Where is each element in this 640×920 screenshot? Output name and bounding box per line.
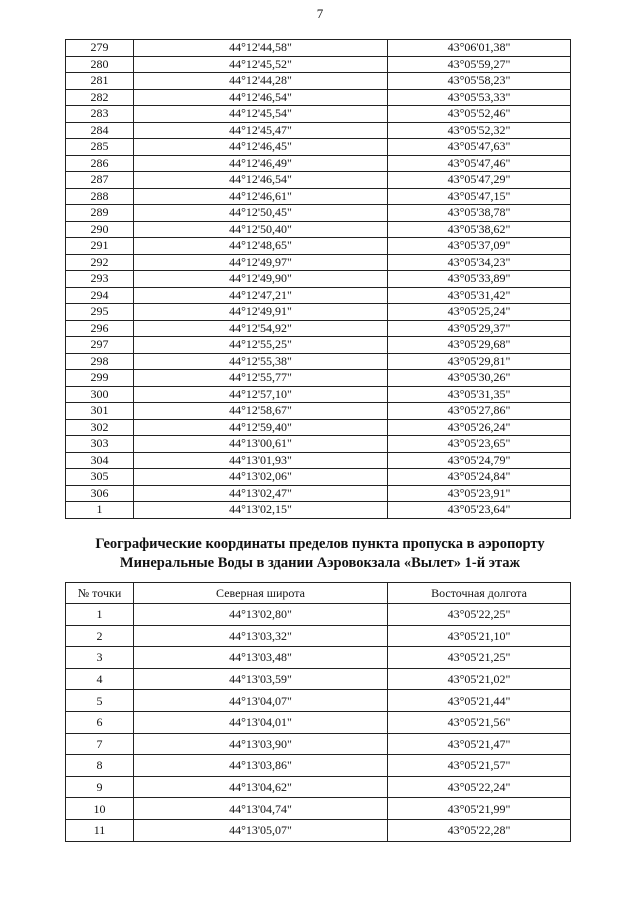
point-number-cell: 284 [66,122,134,139]
longitude-cell: 43°05'31,35" [388,386,571,403]
longitude-cell: 43°05'47,63" [388,139,571,156]
point-number-cell: 285 [66,139,134,156]
point-number-cell: 1 [66,502,134,519]
latitude-cell: 44°12'46,61" [134,188,388,205]
longitude-cell: 43°05'21,10" [388,625,571,647]
point-number-cell: 290 [66,221,134,238]
longitude-cell: 43°05'25,24" [388,304,571,321]
point-number-cell: 294 [66,287,134,304]
latitude-cell: 44°13'04,07" [134,690,388,712]
point-number-cell: 299 [66,370,134,387]
latitude-cell: 44°13'02,80" [134,604,388,626]
latitude-cell: 44°13'03,86" [134,755,388,777]
table-row [66,238,571,255]
table-row [66,254,571,271]
latitude-cell: 44°13'03,48" [134,647,388,669]
table-row [66,647,571,669]
longitude-cell: 43°05'52,46" [388,106,571,123]
departure-terminal-coordinates-table [65,582,571,842]
table-row [66,353,571,370]
latitude-cell: 44°12'57,10" [134,386,388,403]
point-number-cell: 7 [66,733,134,755]
latitude-cell: 44°12'55,77" [134,370,388,387]
table-row [66,271,571,288]
longitude-cell: 43°05'21,99" [388,798,571,820]
point-number-cell: 292 [66,254,134,271]
point-number-cell: 6 [66,711,134,733]
longitude-cell: 43°05'59,27" [388,56,571,73]
longitude-cell: 43°05'53,33" [388,89,571,106]
header-point-number: № точки [66,583,134,604]
latitude-cell: 44°12'54,92" [134,320,388,337]
longitude-cell: 43°05'33,89" [388,271,571,288]
point-number-cell: 9 [66,776,134,798]
latitude-cell: 44°12'45,54" [134,106,388,123]
latitude-cell: 44°12'49,97" [134,254,388,271]
table-row [66,625,571,647]
table-row [66,304,571,321]
point-number-cell: 3 [66,647,134,669]
point-number-cell: 279 [66,40,134,57]
latitude-cell: 44°12'58,67" [134,403,388,420]
point-number-cell: 305 [66,469,134,486]
point-number-cell: 301 [66,403,134,420]
latitude-cell: 44°12'59,40" [134,419,388,436]
longitude-cell: 43°05'38,62" [388,221,571,238]
section-heading [0,535,640,573]
longitude-cell: 43°05'29,37" [388,320,571,337]
table-row [66,139,571,156]
longitude-cell: 43°05'31,42" [388,287,571,304]
table-row [66,604,571,626]
point-number-cell: 297 [66,337,134,354]
longitude-cell: 43°05'29,81" [388,353,571,370]
point-number-cell: 287 [66,172,134,189]
longitude-cell: 43°05'22,25" [388,604,571,626]
latitude-cell: 44°12'46,45" [134,139,388,156]
point-number-cell: 296 [66,320,134,337]
point-number-cell: 303 [66,436,134,453]
table-row [66,711,571,733]
table-row [66,73,571,90]
latitude-cell: 44°12'49,91" [134,304,388,321]
latitude-cell: 44°13'02,06" [134,469,388,486]
longitude-cell: 43°05'21,44" [388,690,571,712]
longitude-cell: 43°05'30,26" [388,370,571,387]
longitude-cell: 43°05'37,09" [388,238,571,255]
table-row [66,419,571,436]
point-number-cell: 300 [66,386,134,403]
point-number-cell: 289 [66,205,134,222]
latitude-cell: 44°12'45,47" [134,122,388,139]
longitude-cell: 43°05'29,68" [388,337,571,354]
longitude-cell: 43°05'21,25" [388,647,571,669]
table-row [66,56,571,73]
table-row [66,668,571,690]
table-row [66,436,571,453]
point-number-cell: 10 [66,798,134,820]
latitude-cell: 44°13'03,59" [134,668,388,690]
longitude-cell: 43°05'47,15" [388,188,571,205]
table-row [66,40,571,57]
latitude-cell: 44°13'03,32" [134,625,388,647]
latitude-cell: 44°12'49,90" [134,271,388,288]
table-row [66,485,571,502]
latitude-cell: 44°13'03,90" [134,733,388,755]
table-row [66,205,571,222]
table-row [66,819,571,841]
header-north-latitude: Северная широта [134,583,388,604]
point-number-cell: 282 [66,89,134,106]
section-heading-line-1: Географические координаты пределов пункта пропуска в аэропорту [95,536,545,552]
longitude-cell: 43°05'38,78" [388,205,571,222]
latitude-cell: 44°13'02,47" [134,485,388,502]
latitude-cell: 44°13'00,61" [134,436,388,453]
point-number-cell: 295 [66,304,134,321]
table-row [66,776,571,798]
table-row [66,337,571,354]
latitude-cell: 44°12'44,28" [134,73,388,90]
table-row [66,122,571,139]
point-number-cell: 291 [66,238,134,255]
longitude-cell: 43°05'21,57" [388,755,571,777]
table-row [66,690,571,712]
table-row [66,188,571,205]
latitude-cell: 44°12'44,58" [134,40,388,57]
table-row [66,798,571,820]
point-number-cell: 8 [66,755,134,777]
latitude-cell: 44°13'04,62" [134,776,388,798]
longitude-cell: 43°05'23,64" [388,502,571,519]
point-number-cell: 304 [66,452,134,469]
table-row [66,155,571,172]
longitude-cell: 43°05'24,79" [388,452,571,469]
latitude-cell: 44°12'55,38" [134,353,388,370]
longitude-cell: 43°05'24,84" [388,469,571,486]
table-row [66,287,571,304]
point-number-cell: 2 [66,625,134,647]
latitude-cell: 44°12'46,54" [134,89,388,106]
table-row [66,452,571,469]
point-number-cell: 293 [66,271,134,288]
latitude-cell: 44°12'45,52" [134,56,388,73]
point-number-cell: 4 [66,668,134,690]
longitude-cell: 43°05'27,86" [388,403,571,420]
latitude-cell: 44°12'48,65" [134,238,388,255]
table-row [66,370,571,387]
longitude-cell: 43°05'23,91" [388,485,571,502]
latitude-cell: 44°12'46,49" [134,155,388,172]
latitude-cell: 44°13'04,01" [134,711,388,733]
longitude-cell: 43°05'58,23" [388,73,571,90]
longitude-cell: 43°05'26,24" [388,419,571,436]
longitude-cell: 43°05'22,28" [388,819,571,841]
point-number-cell: 298 [66,353,134,370]
latitude-cell: 44°12'46,54" [134,172,388,189]
longitude-cell: 43°05'23,65" [388,436,571,453]
longitude-cell: 43°05'21,47" [388,733,571,755]
point-number-cell: 306 [66,485,134,502]
point-number-cell: 11 [66,819,134,841]
point-number-cell: 283 [66,106,134,123]
table-row [66,386,571,403]
table-row [66,469,571,486]
point-number-cell: 281 [66,73,134,90]
coordinates-table-continued [65,39,571,519]
point-number-cell: 288 [66,188,134,205]
point-number-cell: 1 [66,604,134,626]
longitude-cell: 43°05'22,24" [388,776,571,798]
longitude-cell: 43°06'01,38" [388,40,571,57]
page-number: 7 [316,6,324,21]
table-row [66,89,571,106]
table-row [66,755,571,777]
table-row [66,221,571,238]
latitude-cell: 44°13'05,07" [134,819,388,841]
point-number-cell: 280 [66,56,134,73]
table-row [66,502,571,519]
point-number-cell: 5 [66,690,134,712]
longitude-cell: 43°05'34,23" [388,254,571,271]
point-number-cell: 302 [66,419,134,436]
coordinates-table-body [66,604,571,842]
point-number-cell: 286 [66,155,134,172]
table-row [66,172,571,189]
table-row [66,106,571,123]
table-row [66,403,571,420]
header-east-longitude: Восточная долгота [388,583,571,604]
latitude-cell: 44°12'47,21" [134,287,388,304]
longitude-cell: 43°05'21,56" [388,711,571,733]
latitude-cell: 44°13'04,74" [134,798,388,820]
table-row [66,320,571,337]
latitude-cell: 44°12'50,40" [134,221,388,238]
latitude-cell: 44°13'02,15" [134,502,388,519]
coordinates-table-body [66,40,571,519]
longitude-cell: 43°05'47,29" [388,172,571,189]
table-row [66,733,571,755]
table-header-row [66,583,571,604]
latitude-cell: 44°12'50,45" [134,205,388,222]
section-heading-line-2: Минеральные Воды в здании Аэровокзала «Вылет» 1-й этаж [119,555,521,571]
longitude-cell: 43°05'52,32" [388,122,571,139]
longitude-cell: 43°05'21,02" [388,668,571,690]
longitude-cell: 43°05'47,46" [388,155,571,172]
latitude-cell: 44°13'01,93" [134,452,388,469]
latitude-cell: 44°12'55,25" [134,337,388,354]
